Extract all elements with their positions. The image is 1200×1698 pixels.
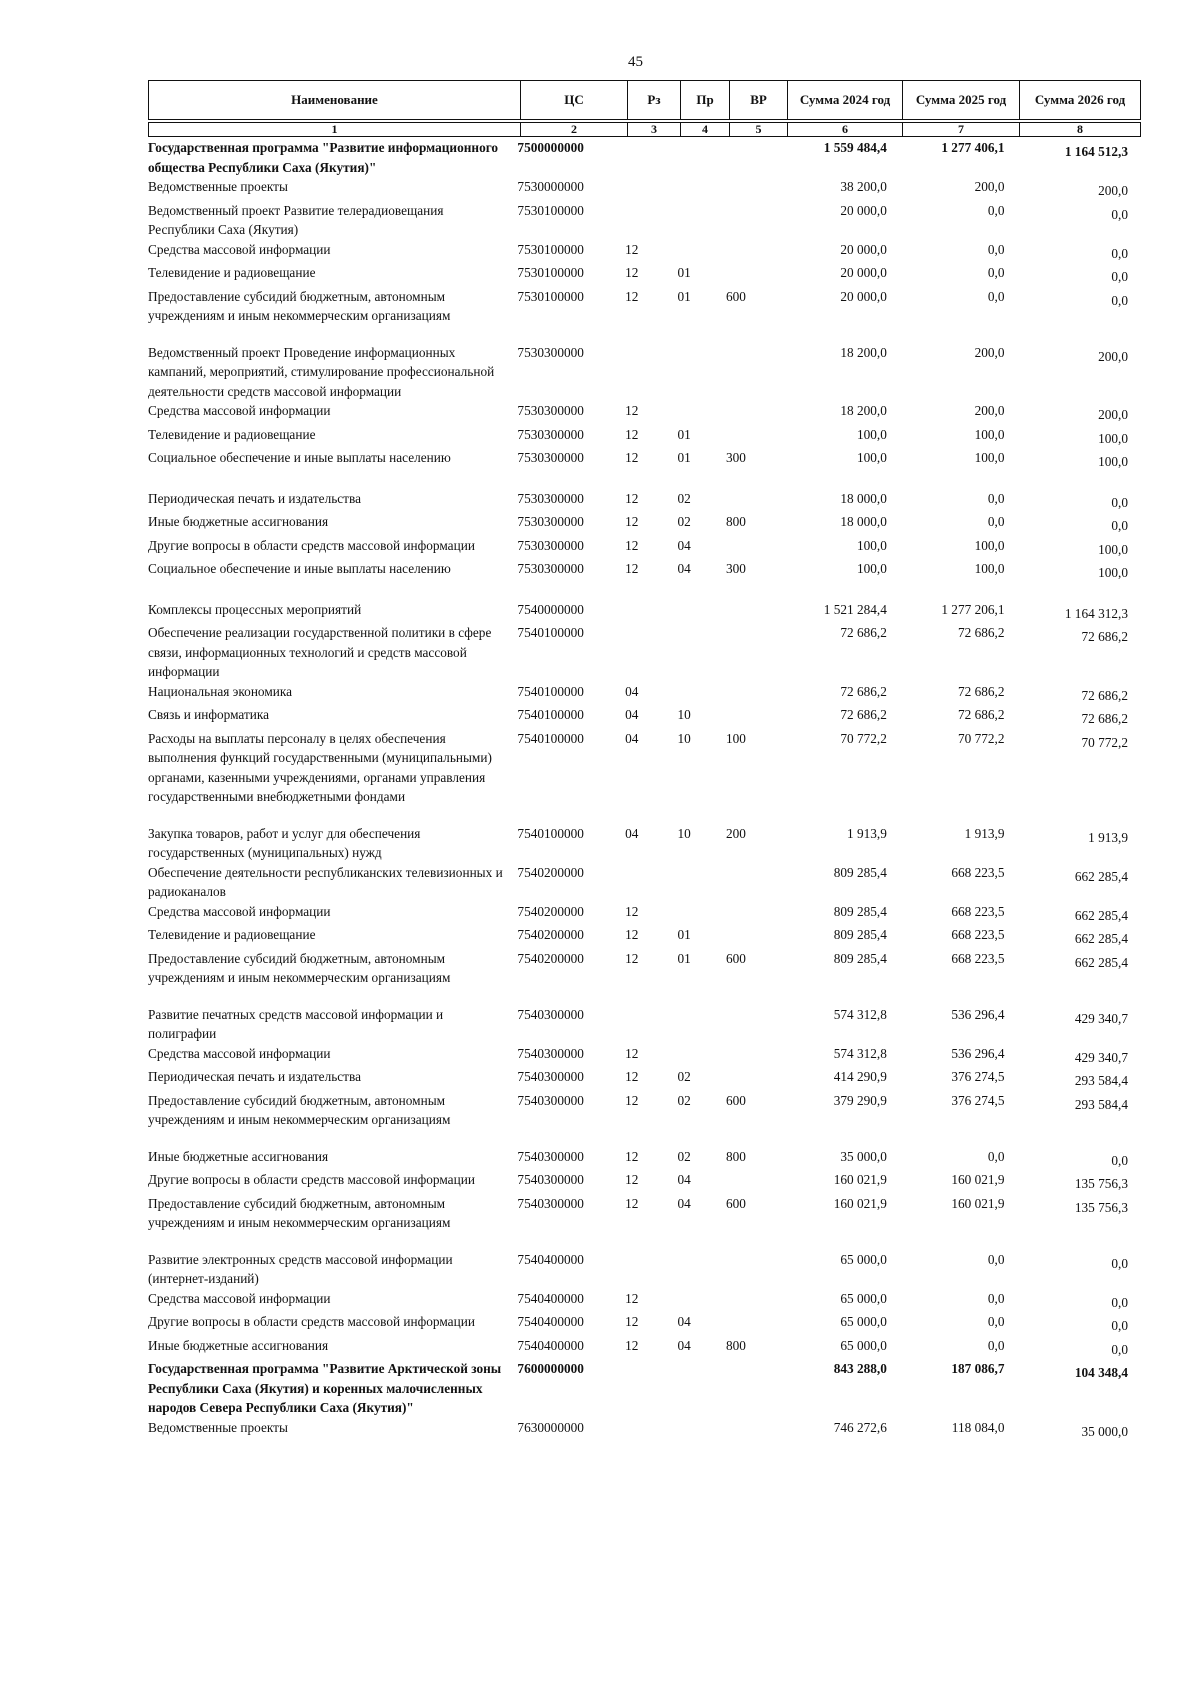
row-rz-code: 12 [625,903,639,919]
table-row [148,729,1128,807]
row-name: Телевидение и радиовещание [148,265,316,280]
row-cs-code: 7530300000 [517,514,584,529]
row-sum-2024: 72 686,2 [840,683,887,699]
row-name: Ведомственный проект Проведение информационных кампаний, мероприятий, стимулирование профессиональной деятельности средств массовой информации [148,344,495,399]
row-rz-code: 12 [625,1045,639,1061]
row-name: Телевидение и радиовещание [148,426,316,442]
table-row [148,1336,1128,1360]
row-sum-2025: 100,0 [974,561,1005,576]
row-sum-2026: 70 772,2 [1081,734,1128,750]
page-number: 45 [628,54,643,70]
row-cs-code: 7540400000 [517,1337,584,1353]
row-sum-2025: 0,0 [987,202,1005,218]
row-sum-2025: 100,0 [974,537,1005,553]
header-pr: Пр [681,81,730,120]
row-pr-code: 02 [677,1092,691,1108]
row-cs-code: 7540400000 [517,1290,584,1306]
table-row [148,1044,1128,1068]
row-name: Связь и информатика [148,707,270,722]
column-number: 2 [521,123,628,137]
table-row [148,600,1128,624]
row-rz-code: 12 [625,1290,639,1306]
table-row [148,201,1128,240]
table-row [148,1194,1128,1233]
row-name: Социальное обеспечение и иные выплаты населению [148,561,451,576]
header-sum-2026: Сумма 2026 год [1020,81,1141,120]
row-vr-code: 300 [725,450,746,465]
row-sum-2025: 0,0 [987,1314,1005,1329]
row-sum-2024: 1 913,9 [847,825,887,841]
row-pr-code: 01 [677,450,691,465]
row-name: Предоставление субсидий бюджетным, автономным учреждениям и иным некоммерческим организациям [148,1092,451,1127]
row-sum-2026: 1 913,9 [1088,829,1128,845]
row-rz-code: 12 [625,265,639,280]
row-sum-2026: 0,0 [1111,518,1128,533]
row-sum-2025: 0,0 [987,265,1005,280]
row-sum-2024: 414 290,9 [833,1069,887,1084]
row-cs-code: 7540400000 [517,1251,584,1267]
row-name: Ведомственные проекты [148,179,288,194]
row-sum-2026: 293 584,4 [1074,1096,1128,1112]
row-name: Другие вопросы в области средств массовой информации [148,1314,475,1329]
column-number: 1 [149,123,521,137]
row-sum-2024: 18 200,0 [840,403,887,418]
row-sum-2024: 65 000,0 [840,1290,887,1306]
row-sum-2024: 20 000,0 [840,288,887,304]
row-rz-code: 12 [625,426,639,442]
row-cs-code: 7530300000 [517,537,584,553]
table-row [148,401,1128,425]
table-row [148,177,1128,201]
row-rz-code: 12 [625,403,639,418]
table-row [148,1250,1128,1289]
table-row [148,623,1128,682]
row-sum-2024: 38 200,0 [840,179,887,194]
row-cs-code: 7530300000 [517,490,584,506]
row-sum-2026: 0,0 [1111,1341,1128,1357]
table-body [148,138,1128,1441]
row-sum-2025: 0,0 [987,241,1005,257]
row-pr-code: 02 [677,1148,691,1164]
row-cs-code: 7540200000 [517,927,584,942]
row-rz-code: 04 [625,730,639,746]
row-cs-code: 7530100000 [517,202,584,218]
row-rz-code: 12 [625,1172,639,1187]
row-vr-code: 600 [725,1195,746,1211]
row-cs-code: 7540300000 [517,1092,584,1108]
table-row [148,902,1128,926]
row-sum-2025: 72 686,2 [957,625,1005,640]
row-pr-code: 01 [677,950,691,966]
row-sum-2025: 0,0 [987,1290,1005,1306]
row-sum-2024: 809 285,4 [833,864,887,880]
row-sum-2025: 200,0 [974,403,1005,418]
table-row [148,287,1128,326]
row-sum-2026: 200,0 [1098,348,1128,364]
row-sum-2024: 100,0 [856,426,887,442]
row-rz-code: 12 [625,288,639,304]
row-name: Государственная программа "Развитие Арктической зоны Республики Саха (Якутия) и коренных малочисленных народов Севера Республики Саха (Якутия)" [148,1361,502,1415]
column-number-row [148,122,1141,137]
row-name: Средства массовой информации [148,403,331,418]
row-vr-code: 600 [725,950,746,966]
row-name: Средства массовой информации [148,903,331,919]
table-row [148,343,1128,402]
row-sum-2025: 0,0 [987,514,1005,529]
row-sum-2026: 72 686,2 [1081,687,1128,703]
row-name: Иные бюджетные ассигнования [148,1148,329,1164]
row-name: Телевидение и радиовещание [148,927,316,942]
table-header [148,80,1141,120]
row-name: Иные бюджетные ассигнования [148,514,329,529]
row-sum-2025: 376 274,5 [951,1092,1005,1108]
row-sum-2026: 0,0 [1111,494,1128,510]
row-sum-2025: 0,0 [987,1337,1005,1353]
row-name: Государственная программа "Развитие информационного общества Республики Саха (Якутия)" [148,140,499,175]
row-name: Обеспечение деятельности республиканских телевизионных и радиоканалов [148,864,503,899]
row-sum-2024: 18 000,0 [840,514,887,529]
table-row [148,1359,1128,1418]
row-sum-2026: 35 000,0 [1081,1423,1128,1439]
row-sum-2026: 0,0 [1111,1318,1128,1333]
row-vr-code: 600 [725,288,746,304]
row-cs-code: 7540300000 [517,1172,584,1187]
header-rz: Рз [628,81,681,120]
row-sum-2026: 100,0 [1098,430,1128,446]
row-sum-2026: 200,0 [1098,183,1128,198]
row-pr-code: 01 [677,288,691,304]
table-row [148,1312,1128,1336]
row-sum-2025: 100,0 [974,450,1005,465]
table-row [148,1091,1128,1130]
table-row [148,1170,1128,1194]
row-rz-code: 12 [625,1092,639,1108]
row-sum-2025: 1 277 206,1 [941,601,1005,617]
row-sum-2024: 160 021,9 [833,1172,887,1187]
row-vr-code: 100 [725,730,746,746]
row-rz-code: 12 [625,950,639,966]
row-sum-2025: 100,0 [974,426,1005,442]
row-name: Ведомственный проект Развитие телерадиовещания Республики Саха (Якутия) [148,202,444,237]
header-name: Наименование [149,81,521,120]
table-row [148,863,1128,902]
row-sum-2024: 70 772,2 [840,730,887,746]
row-rz-code: 12 [625,927,639,942]
row-sum-2026: 0,0 [1111,1255,1128,1271]
header-sum-2025: Сумма 2025 год [903,81,1020,120]
row-sum-2026: 429 340,7 [1074,1049,1128,1065]
row-sum-2026: 100,0 [1098,565,1128,580]
table-row [148,240,1128,264]
row-cs-code: 7540300000 [517,1006,584,1022]
row-pr-code: 02 [677,1069,691,1084]
row-sum-2026: 0,0 [1111,269,1128,284]
table-row [148,1067,1128,1091]
row-sum-2026: 293 584,4 [1074,1073,1128,1088]
row-vr-code: 300 [725,561,746,576]
row-sum-2024: 100,0 [856,561,887,576]
row-cs-code: 7540300000 [517,1148,584,1164]
table-row [148,138,1128,177]
row-name: Предоставление субсидий бюджетным, автономным учреждениям и иным некоммерческим организациям [148,1195,451,1230]
row-cs-code: 7630000000 [517,1419,584,1435]
table-row [148,448,1128,472]
row-sum-2024: 809 285,4 [833,950,887,966]
row-pr-code: 01 [677,265,691,280]
row-vr-code: 800 [725,514,746,529]
table-row [148,705,1128,729]
row-sum-2025: 70 772,2 [957,730,1005,746]
row-sum-2025: 160 021,9 [951,1172,1005,1187]
row-sum-2025: 0,0 [987,490,1005,506]
row-vr-code: 600 [725,1092,746,1108]
row-rz-code: 04 [625,825,639,841]
row-cs-code: 7540300000 [517,1045,584,1061]
row-sum-2025: 0,0 [987,1148,1005,1164]
row-pr-code: 04 [677,1314,691,1329]
row-cs-code: 7540000000 [517,601,584,617]
column-number: 6 [788,123,903,137]
table-row [148,925,1128,949]
row-name: Периодическая печать и издательства [148,1069,361,1084]
row-sum-2026: 662 285,4 [1074,931,1128,946]
table-row [148,824,1128,863]
column-number: 4 [681,123,730,137]
row-sum-2025: 536 296,4 [951,1045,1005,1061]
row-cs-code: 7540100000 [517,730,584,746]
row-pr-code: 10 [677,825,691,841]
row-cs-code: 7540300000 [517,1069,584,1084]
row-sum-2024: 809 285,4 [833,903,887,919]
column-number: 8 [1020,123,1141,137]
row-name: Ведомственные проекты [148,1419,288,1435]
row-sum-2026: 0,0 [1111,245,1128,261]
row-pr-code: 01 [677,426,691,442]
header-vr: ВР [730,81,788,120]
row-name: Периодическая печать и издательства [148,490,361,506]
row-cs-code: 7530100000 [517,288,584,304]
row-pr-code: 04 [677,1172,691,1187]
row-cs-code: 7540300000 [517,1195,584,1211]
row-sum-2024: 379 290,9 [833,1092,887,1108]
row-pr-code: 04 [677,1195,691,1211]
row-cs-code: 7530300000 [517,403,584,418]
row-sum-2024: 20 000,0 [840,202,887,218]
row-sum-2026: 0,0 [1111,206,1128,222]
row-sum-2026: 100,0 [1098,454,1128,469]
row-sum-2026: 72 686,2 [1081,629,1128,644]
row-cs-code: 7530300000 [517,561,584,576]
row-vr-code: 800 [725,1148,746,1164]
row-sum-2024: 65 000,0 [840,1337,887,1353]
row-sum-2025: 668 223,5 [951,903,1005,919]
row-cs-code: 7540100000 [517,707,584,722]
table-row [148,489,1128,513]
row-sum-2024: 574 312,8 [833,1006,887,1022]
row-cs-code: 7540100000 [517,825,584,841]
row-sum-2026: 662 285,4 [1074,868,1128,884]
table-row [148,1289,1128,1313]
column-number: 5 [730,123,788,137]
row-sum-2024: 809 285,4 [833,927,887,942]
row-cs-code: 7540400000 [517,1314,584,1329]
row-cs-code: 7530100000 [517,241,584,257]
table-row [148,425,1128,449]
row-rz-code: 12 [625,537,639,553]
row-rz-code: 12 [625,1148,639,1164]
row-cs-code: 7530300000 [517,426,584,442]
row-sum-2024: 1 559 484,4 [823,140,887,155]
row-rz-code: 12 [625,450,639,465]
row-rz-code: 04 [625,707,639,722]
row-sum-2025: 0,0 [987,288,1005,304]
row-sum-2024: 1 521 284,4 [823,601,887,617]
row-rz-code: 12 [625,1195,639,1211]
row-sum-2024: 72 686,2 [840,707,887,722]
row-sum-2024: 65 000,0 [840,1251,887,1267]
row-sum-2024: 20 000,0 [840,241,887,257]
row-name: Закупка товаров, работ и услуг для обеспечения государственных (муниципальных) нужд [148,825,421,860]
row-name: Средства массовой информации [148,1045,331,1061]
row-name: Обеспечение реализации государственной политики в сфере связи, информационных технологий и средств массовой информации [148,625,492,679]
row-cs-code: 7530300000 [517,344,584,360]
table-row [148,1418,1128,1442]
row-sum-2024: 65 000,0 [840,1314,887,1329]
row-sum-2024: 843 288,0 [833,1361,887,1376]
row-sum-2025: 118 084,0 [951,1419,1005,1435]
row-name: Средства массовой информации [148,1290,331,1306]
row-cs-code: 7500000000 [517,140,584,155]
row-cs-code: 7530000000 [517,179,584,194]
row-name: Другие вопросы в области средств массовой информации [148,1172,475,1187]
row-sum-2025: 200,0 [974,344,1005,360]
row-sum-2026: 662 285,4 [1074,954,1128,970]
row-name: Развитие электронных средств массовой информации (интернет-изданий) [148,1251,453,1286]
row-name: Национальная экономика [148,683,293,699]
row-pr-code: 04 [677,561,691,576]
row-cs-code: 7530300000 [517,450,584,465]
row-pr-code: 10 [677,730,691,746]
row-sum-2024: 35 000,0 [840,1148,887,1164]
table-row [148,512,1128,536]
row-sum-2025: 160 021,9 [951,1195,1005,1211]
header-sum-2024: Сумма 2024 год [788,81,903,120]
row-rz-code: 12 [625,1314,639,1329]
row-sum-2026: 0,0 [1111,1152,1128,1168]
table-row [148,1005,1128,1044]
row-sum-2026: 104 348,4 [1074,1365,1128,1380]
row-sum-2025: 1 277 406,1 [941,140,1005,155]
row-name: Социальное обеспечение и иные выплаты населению [148,450,451,465]
row-sum-2025: 376 274,5 [951,1069,1005,1084]
table-row [148,559,1128,583]
row-sum-2025: 200,0 [974,179,1005,194]
row-sum-2025: 72 686,2 [957,683,1005,699]
row-rz-code: 12 [625,1069,639,1084]
row-sum-2026: 1 164 512,3 [1064,144,1128,159]
row-cs-code: 7540100000 [517,625,584,640]
row-sum-2024: 100,0 [856,537,887,553]
row-name: Иные бюджетные ассигнования [148,1337,329,1353]
row-sum-2025: 668 223,5 [951,864,1005,880]
row-sum-2026: 429 340,7 [1074,1010,1128,1026]
row-sum-2025: 1 913,9 [964,825,1005,841]
row-cs-code: 7600000000 [517,1361,584,1376]
row-sum-2026: 135 756,3 [1074,1199,1128,1215]
row-sum-2026: 135 756,3 [1074,1176,1128,1191]
row-sum-2025: 668 223,5 [951,950,1005,966]
row-rz-code: 12 [625,490,639,506]
row-sum-2026: 200,0 [1098,407,1128,422]
row-sum-2024: 18 200,0 [840,344,887,360]
row-sum-2026: 0,0 [1111,1294,1128,1310]
table-row [148,1147,1128,1171]
row-sum-2025: 72 686,2 [957,707,1005,722]
row-pr-code: 02 [677,490,691,506]
row-rz-code: 12 [625,241,639,257]
table-row [148,682,1128,706]
row-rz-code: 12 [625,561,639,576]
row-vr-code: 200 [725,825,746,841]
row-rz-code: 12 [625,514,639,529]
row-pr-code: 02 [677,514,691,529]
row-cs-code: 7540100000 [517,683,584,699]
row-name: Комплексы процессных мероприятий [148,601,362,617]
row-sum-2026: 100,0 [1098,541,1128,557]
table-row [148,949,1128,988]
row-cs-code: 7530100000 [517,265,584,280]
row-sum-2024: 18 000,0 [840,490,887,506]
row-vr-code: 800 [725,1337,746,1353]
row-rz-code: 12 [625,1337,639,1353]
row-sum-2025: 0,0 [987,1251,1005,1267]
row-cs-code: 7540200000 [517,950,584,966]
row-name: Предоставление субсидий бюджетным, автономным учреждениям и иным некоммерческим организациям [148,288,451,323]
row-sum-2025: 187 086,7 [951,1361,1005,1376]
row-cs-code: 7540200000 [517,864,584,880]
row-rz-code: 04 [625,683,639,699]
row-sum-2024: 72 686,2 [840,625,887,640]
row-name: Другие вопросы в области средств массовой информации [148,537,475,553]
row-sum-2025: 668 223,5 [951,927,1005,942]
row-sum-2025: 536 296,4 [951,1006,1005,1022]
row-sum-2026: 0,0 [1111,292,1128,308]
row-name: Расходы на выплаты персоналу в целях обеспечения выполнения функций государственными (муниципальными) органами, казенными учреждениями, органами управления государственными внебюджетными фондами [148,730,492,804]
row-sum-2024: 160 021,9 [833,1195,887,1211]
row-sum-2024: 100,0 [856,450,887,465]
row-sum-2024: 746 272,6 [833,1419,887,1435]
row-sum-2024: 574 312,8 [833,1045,887,1061]
row-name: Развитие печатных средств массовой информации и полиграфии [148,1006,444,1041]
row-pr-code: 04 [677,537,691,553]
table-row [148,263,1128,287]
row-name: Средства массовой информации [148,241,331,257]
column-number: 3 [628,123,681,137]
row-sum-2026: 1 164 312,3 [1064,605,1128,621]
header-cs: ЦС [521,81,628,120]
column-number: 7 [903,123,1020,137]
row-name: Предоставление субсидий бюджетным, автономным учреждениям и иным некоммерческим организациям [148,950,451,985]
row-sum-2024: 20 000,0 [840,265,887,280]
row-pr-code: 01 [677,927,691,942]
table-row [148,536,1128,560]
row-sum-2026: 72 686,2 [1081,711,1128,726]
row-sum-2026: 662 285,4 [1074,907,1128,923]
row-pr-code: 04 [677,1337,691,1353]
row-pr-code: 10 [677,707,691,722]
row-cs-code: 7540200000 [517,903,584,919]
